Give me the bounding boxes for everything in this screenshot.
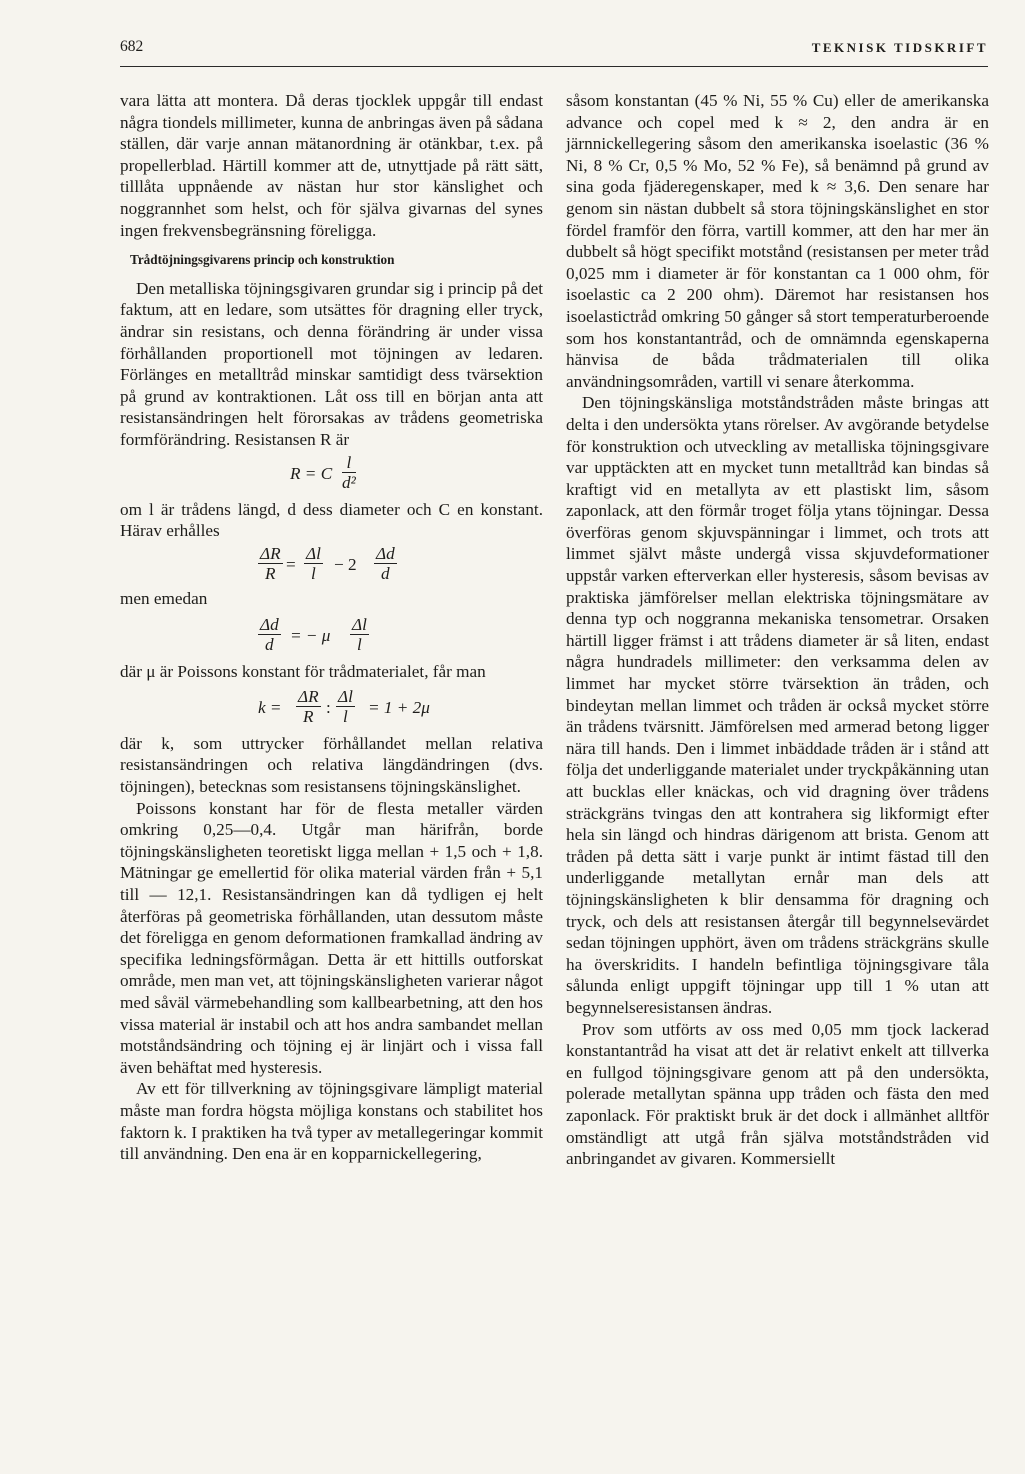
eq-fraction: $\frac{\Delta l}{l}$ <box>338 686 353 726</box>
equation-differential: $\frac{\Delta R}{R}$ = $\frac{\Delta l}{l}$ − 2 $\frac{\Delta d}{d}$ <box>260 543 395 583</box>
eq-lhs: R = C <box>290 463 333 483</box>
eq-fraction: $\frac{\Delta R}{R}$ <box>260 543 281 583</box>
paragraph: vara lätta att montera. Då deras tjocklek uppgår till endast några tiondels millimeter, kunna de anbringas även på sådana ställen, där varje annan mätanordning är otänkbar, t.ex. på propellerblad. Härtill kommer att de, utnyttjade på rätt sätt, tilllåta uppnående av nästan hur stor känslighet och noggrannhet som helst, och för själva givarnas del synes ingen frekvensbegränsning föreligga. <box>120 91 543 240</box>
eq-fraction: $\frac{l}{\text{d²}}$ <box>342 452 356 492</box>
page-number: 682 <box>120 38 144 55</box>
right-column <box>566 90 989 1170</box>
paragraph: Den metalliska töjningsgivaren grundar sig i princip på det faktum, att en ledare, som utsättes för dragning eller tryck, ändrar sin resistans, och denna förändring är under vissa förhållanden proportionell mot töjningen av ledaren. Förlänges en metalltråd minskar samtidigt dess tvärsektion på grund av kontraktionen. Låt oss till en början anta att resistansändringen helt förorsakas av trådens geometriska formförändring. Resistansen R är <box>120 278 543 449</box>
paragraph: Den töjningskänsliga motståndstråden måste bringas att delta i den undersökta ytans rörelser. Av avgörande betydelse för konstruktion och utveckling av metalliska töjningsgivare var upptäckten att en mycket tunn metalltråd kan bindas så kraftigt vid en metallyta av ett plastiskt lim, såsom zaponlack, att den förmår troget följa ytans töjningar. Dessa överföras genom skjuvspänningar i limmet, och trots att limmet självt måste undergå vissa skjuvdeformationer uppstår varken efterverkan eller hysteresis, såsom bevisas av praktiska jämförelser mellan elektriska töjningsmätare av denna typ och noggranna mekaniska tensometrar. Orsaken härtill ligger främst i att trådens diameter är så liten, endast några hundradels millimeter: den verksamma delen av limmet har mycket större tvärsektion än tråden, och bindeytan mellan limmet och tråden är också mycket större än trådens tvärsnitt. Jämförelsen med armerad betong ligger nära till hands. Den i limmet inbäddade tråden är i stånd att följa det underliggande materialet under tryckpåkänning utan att bucklas eller knäckas, och vid dragning över trådens sträckgräns tvingas den att kontrahera sig likformigt efter hela sin längd och hindras därigenom att brista. Genom att tråden på detta sätt i varje punkt är intimt fästad till den underliggande metallytan ernår man dels att töjningskänsligheten k blir densamma för dragning och tryck, och dels att resistansen återgår till begynnelsevärdet sedan töjningen upphört, även om trådens sträckgräns skulle ha överskridits. I handeln befintliga töjningsgivare tåla sålunda enligt uppgift töjningar upp till 1 % utan att begynnelseresistansen ändras. <box>566 393 989 1017</box>
paragraph: Poissons konstant har för de flesta metaller värden omkring 0,25—0,4. Utgår man härifrån, borde töjningskänsligheten teoretiskt ligga mellan + 1,5 och + 1,8. Mätningar ge emellertid för olika material värden från + 5,1 till — 12,1. Resistansändringen kan då tydligen ej helt återföras på geometriska förhållanden, utan dessutom måste det föreligga en genom deformationen framkallad ändring av specifika ledningsförmågan. Detta är ett hittills outforskat område, men man vet, att töjningskänsligheten varierar något med såväl värmebehandling som kallbearbetning, att den hos vissa material är instabil och att hos andra sambandet mellan motståndsändring och töjning ej är linjärt och i vissa fall även behäftat med hysteresis. <box>120 798 543 1077</box>
journal-title: TEKNISK TIDSKRIFT <box>811 40 988 55</box>
paragraph: Av ett för tillverkning av töjningsgivare lämpligt material måste man fordra högsta möjliga konstans och stabilitet hos faktorn k. I praktiken ha två typer av metallegeringar kommit till användning. Den ena är en kopparnickellegering, <box>120 1079 543 1164</box>
paragraph: Prov som utförts av oss med 0,05 mm tjock lackerad konstantantråd ha visat att det är relativt enkelt att tillverka en fullgod töjningsgivare genom att på den undersökta, polerade metallytan spänna upp tråden och fästa den med zaponlack. För praktiskt bruk är det dock i allmänhet alltför omständligt att utgå från själva motståndstråden vid anbringandet av givaren. Kommersiellt <box>566 1019 989 1169</box>
paragraph: där k, som uttrycker förhållandet mellan relativa resistansändringen och relativa längdändringen (dvs. töjningen), betecknas som resistansens töjningskänslighet. <box>120 733 543 797</box>
page-header <box>120 38 988 67</box>
equation-resistance <box>120 451 543 499</box>
eq-fraction: $\frac{\Delta l}{l}$ <box>306 543 321 583</box>
paragraph: där μ är Poissons konstant för trådmaterialet, får man <box>120 662 486 682</box>
paragraph: men emedan <box>120 588 208 608</box>
equation-sensitivity: k = $\frac{\Delta R}{R}$ : $\frac{\Delta l}{l}$ = 1 + 2μ <box>258 686 430 726</box>
paragraph: om l är trådens längd, d dess diameter och C en konstant. Härav erhålles <box>120 499 543 541</box>
left-column <box>120 90 543 1165</box>
section-heading: Trådtöjningsgivarens princip och konstruktion <box>130 252 395 268</box>
eq-fraction: $\frac{\Delta d}{d}$ <box>376 543 395 583</box>
eq-fraction: $\frac{\Delta R}{R}$ <box>298 686 319 726</box>
paragraph: såsom konstantan (45 % Ni, 55 % Cu) eller de amerikanska advance och copel med k ≈ 2, den andra är en järnnickellegering såsom den amerikanska isoelastic (36 % Ni, 8 % Cr, 0,5 % Mo, 52 % Fe), så benämnd på grund av sina goda fjäderegenskaper, med k ≈ 3,6. Den senare har genom sin nästan dubbelt så stora töjningskänslighet en stor fördel framför den förra, vartill kommer, att den har mer än dubbelt så högt specifikt motstånd (resistansen per meter tråd 0,025 mm i diameter är för konstantan ca 1 000 ohm, för isoelastic ca 2 200 ohm). Däremot har resistansen hos isoelastictråd omkring 50 gånger så stort temperaturberoende som hos konstantantråd, och de omnämnda egenskaperna hänvisa de båda trådmaterialen till olika användningsområden, vartill vi senare återkomma. <box>566 91 989 391</box>
eq-fraction: $\frac{\Delta l}{l}$ <box>352 615 367 655</box>
eq-fraction: $\frac{\Delta d}{d}$ <box>260 615 279 655</box>
equation-poisson: $\frac{\Delta d}{d}$ = − μ $\frac{\Delta l}{l}$ <box>260 615 367 655</box>
